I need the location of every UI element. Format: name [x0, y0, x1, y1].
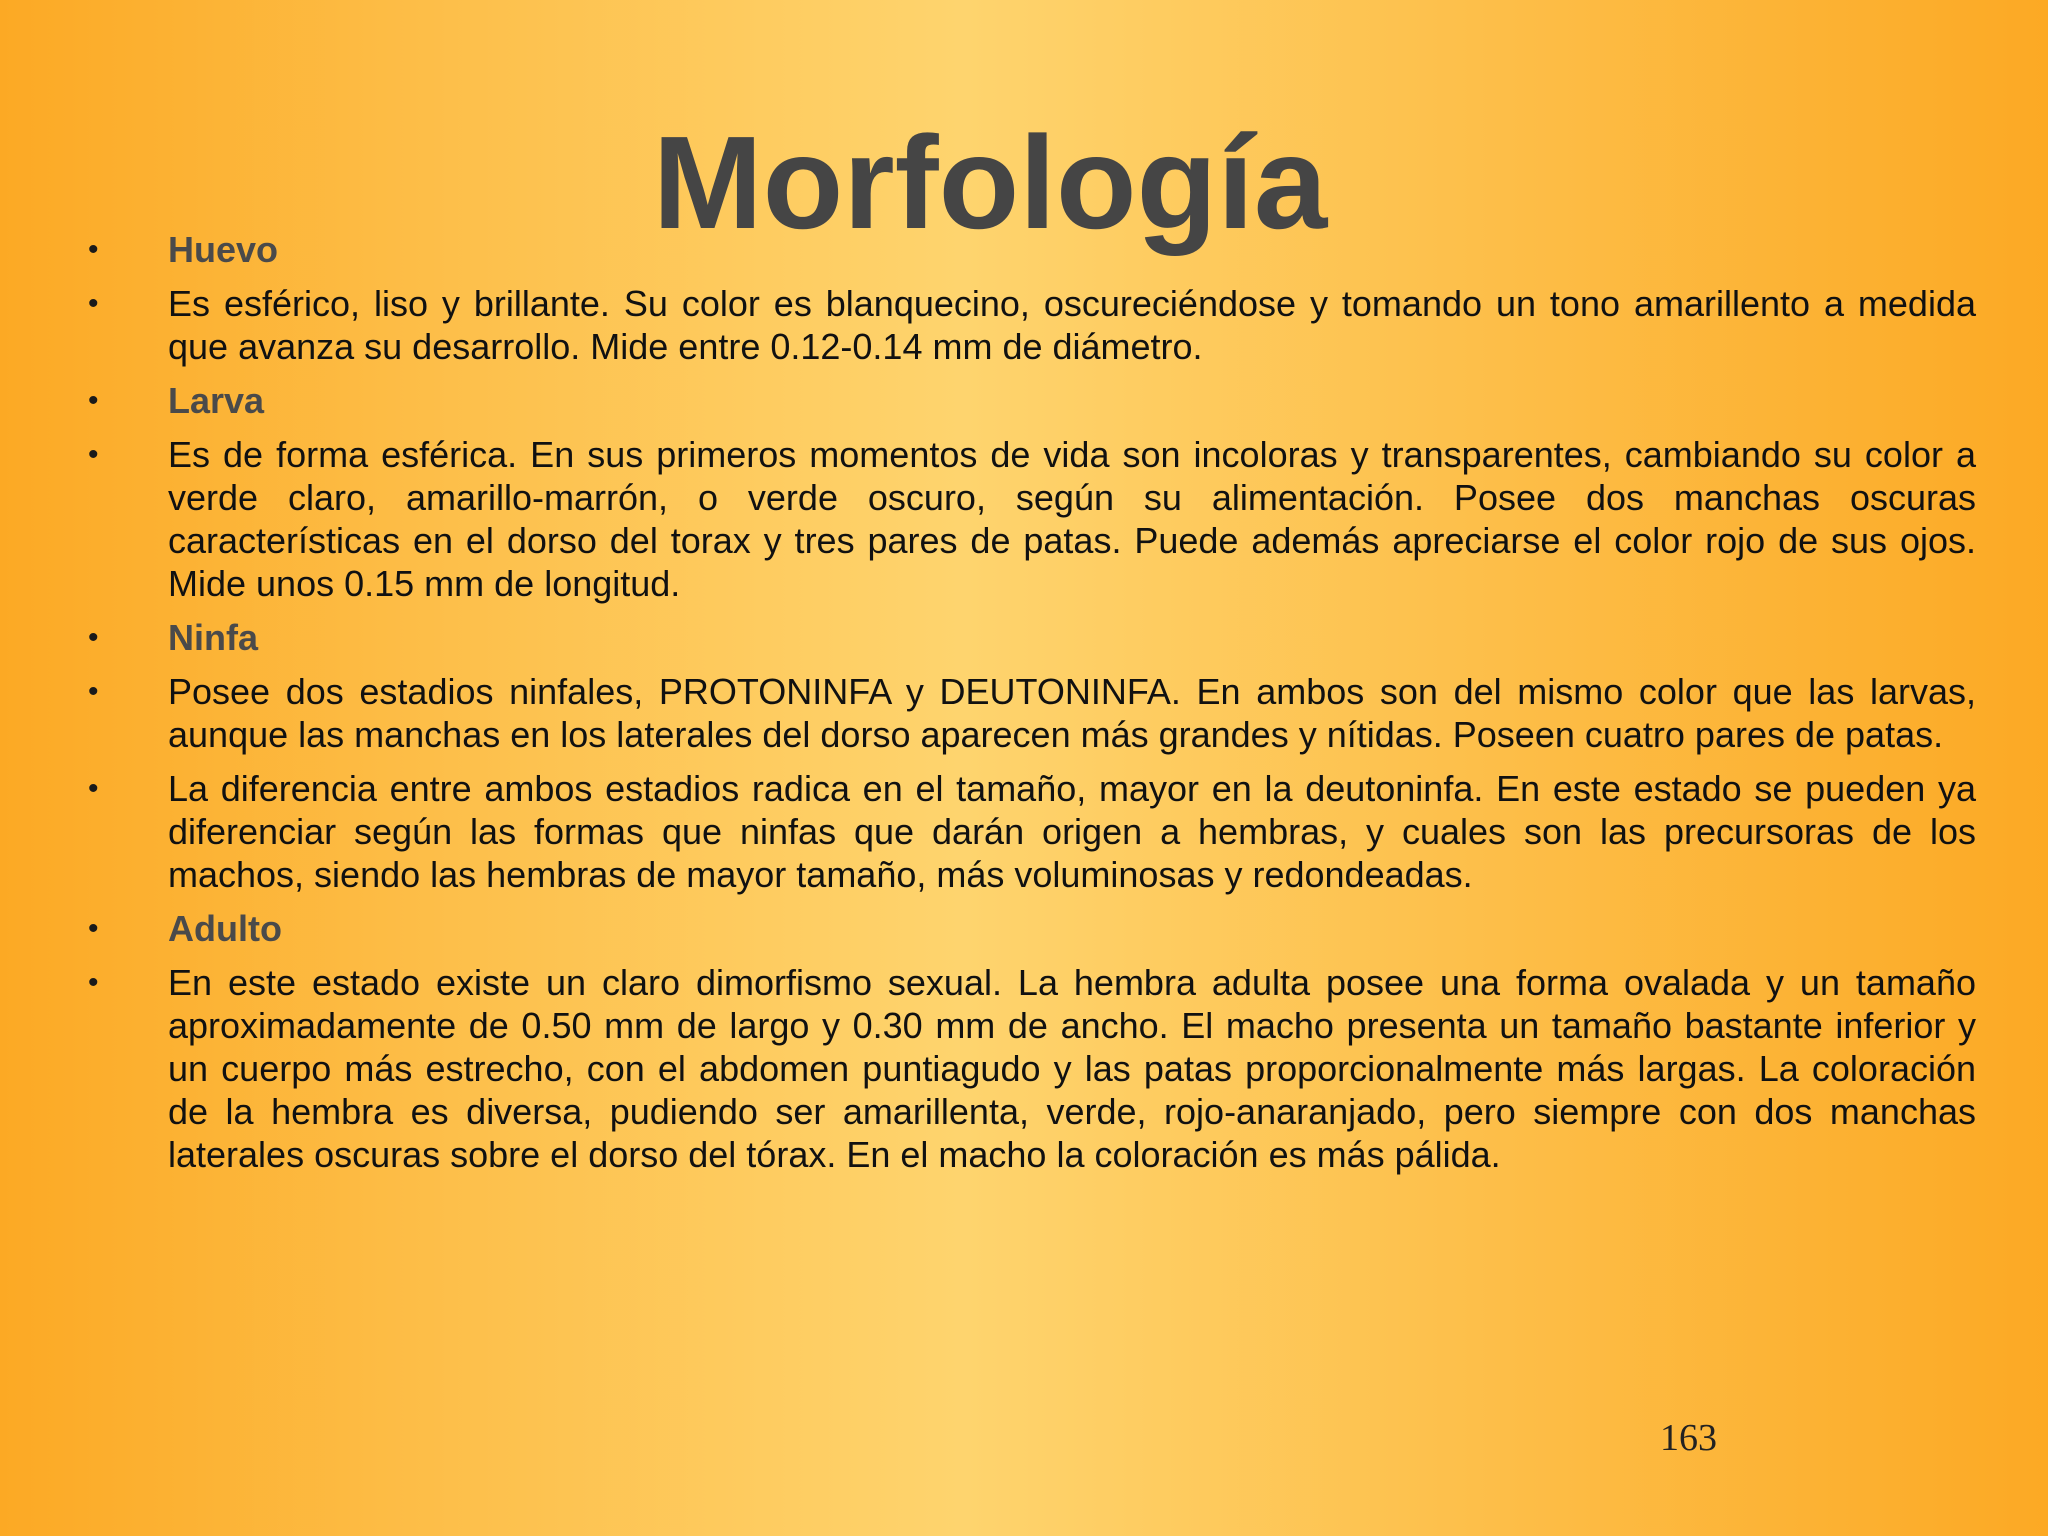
section-heading-adulto: Adulto — [168, 908, 282, 949]
slide-title: Morfología — [652, 109, 1328, 256]
huevo-description: Es esférico, liso y brillante. Su color es blanquecino, oscureciéndose y tomando un tono amarillento a medida que avanza su desarrollo. Mide entre 0.12-0.14 mm de diámetro. — [168, 283, 1976, 367]
bullet-icon: • — [88, 966, 99, 999]
bullet-icon: • — [88, 287, 99, 320]
bullet-icon: • — [88, 675, 99, 708]
bullet-icon: • — [88, 233, 99, 266]
bullet-icon: • — [88, 912, 99, 945]
bullet-icon: • — [88, 384, 99, 417]
bullet-item-huevo-description — [86, 282, 1976, 368]
adulto-description: En este estado existe un claro dimorfismo sexual. La hembra adulta posee una forma ovalada y un tamaño aproximadamente de 0.50 mm de largo y 0.30 mm de ancho. El macho presenta un tamaño bastante inferior y un cuerpo más estrecho, con el abdomen puntiagudo y las patas proporcionalmente más largas. La coloración de la hembra es diversa, pudiendo ser amarillenta, verde, rojo-anaranjado, pero siempre con dos manchas laterales oscuras sobre el dorso del tórax. En el macho la coloración es más pálida. — [168, 962, 1976, 1175]
ninfa-description: Posee dos estadios ninfales, PROTONINFA y DEUTONINFA. En ambos son del mismo color que las larvas, aunque las manchas en los laterales del dorso aparecen más grandes y nítidas. Poseen cuatro pares de patas. — [168, 671, 1976, 755]
bullet-item-larva-heading — [86, 379, 1976, 422]
bullet-icon: • — [88, 621, 99, 654]
bullet-item-ninfa-heading — [86, 616, 1976, 659]
bullet-icon: • — [88, 438, 99, 471]
section-heading-huevo: Huevo — [168, 229, 279, 270]
page-number: 163 — [1660, 1417, 1717, 1459]
bullet-item-adulto-description — [86, 961, 1976, 1176]
bullet-icon: • — [88, 772, 99, 805]
ninfa-difference: La diferencia entre ambos estadios radica en el tamaño, mayor en la deutoninfa. En este estado se pueden ya diferenciar según las formas que ninfas que darán origen a hembras, y cuales son las precursoras de los machos, siendo las hembras de mayor tamaño, más voluminosas y redondeadas. — [168, 768, 1976, 895]
section-heading-ninfa: Ninfa — [168, 617, 258, 658]
section-heading-larva: Larva — [168, 380, 265, 421]
bullet-item-ninfa-description — [86, 670, 1976, 756]
larva-description: Es de forma esférica. En sus primeros momentos de vida son incoloras y transparentes, cambiando su color a verde claro, amarillo-marrón, o verde oscuro, según su alimentación. Posee dos manchas oscuras características en el dorso del torax y tres pares de patas. Puede además apreciarse el color rojo de sus ojos. Mide unos 0.15 mm de longitud. — [168, 434, 1976, 604]
bullet-list — [86, 228, 1976, 1187]
bullet-item-larva-description — [86, 433, 1976, 605]
bullet-item-ninfa-difference — [86, 767, 1976, 896]
bullet-item-huevo-heading — [86, 228, 1976, 271]
bullet-item-adulto-heading — [86, 907, 1976, 950]
